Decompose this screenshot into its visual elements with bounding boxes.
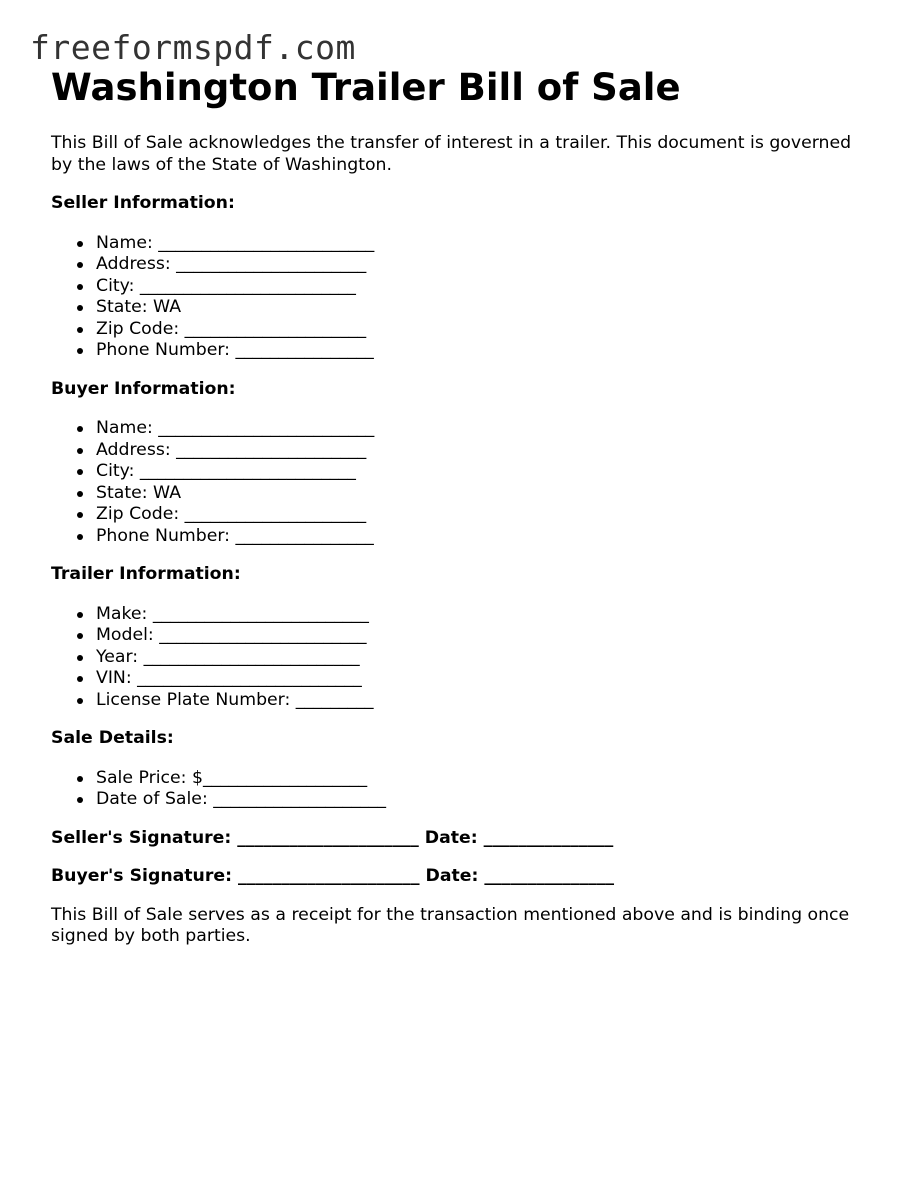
sale-date-field[interactable]: Date of Sale: ____________________ (96, 789, 871, 811)
seller-section-heading: Seller Information: (51, 193, 235, 213)
seller-state-field: State: WA (96, 297, 871, 319)
seller-signature-line[interactable]: Seller's Signature: _____________________ Date: _______________ (51, 827, 614, 848)
seller-address-field[interactable]: Address: ______________________ (96, 254, 871, 276)
buyer-state-field: State: WA (96, 483, 871, 505)
sale-price-field[interactable]: Sale Price: $___________________ (96, 768, 871, 790)
trailer-section-heading: Trailer Information: (51, 564, 241, 584)
seller-name-field[interactable]: Name: _________________________ (96, 233, 871, 255)
buyer-fields-list (51, 418, 871, 547)
trailer-make-field[interactable]: Make: _________________________ (96, 604, 871, 626)
trailer-fields-list (51, 604, 871, 712)
watermark-logo: freeformspdf.com (30, 28, 356, 67)
buyer-phone-field[interactable]: Phone Number: ________________ (96, 526, 871, 548)
seller-city-field[interactable]: City: _________________________ (96, 276, 871, 298)
sale-fields-list (51, 768, 871, 811)
seller-zip-field[interactable]: Zip Code: _____________________ (96, 319, 871, 341)
buyer-name-field[interactable]: Name: _________________________ (96, 418, 871, 440)
trailer-year-field[interactable]: Year: _________________________ (96, 647, 871, 669)
trailer-vin-field[interactable]: VIN: __________________________ (96, 668, 871, 690)
document-title: Washington Trailer Bill of Sale (51, 66, 681, 109)
closing-paragraph: This Bill of Sale serves as a receipt for the transaction mentioned above and is binding once signed by both parties. (51, 904, 850, 946)
seller-phone-field[interactable]: Phone Number: ________________ (96, 340, 871, 362)
buyer-signature-line[interactable]: Buyer's Signature: _____________________ Date: _______________ (51, 866, 615, 886)
trailer-license-plate-field[interactable]: License Plate Number: _________ (96, 690, 871, 712)
seller-fields-list (51, 233, 871, 362)
intro-paragraph: This Bill of Sale acknowledges the transfer of interest in a trailer. This document is governed by the laws of the State of Washington. (51, 133, 852, 175)
buyer-address-field[interactable]: Address: ______________________ (96, 440, 871, 462)
sale-section-heading: Sale Details: (51, 728, 174, 748)
buyer-city-field[interactable]: City: _________________________ (96, 461, 871, 483)
document-body (51, 64, 871, 948)
buyer-section-heading: Buyer Information: (51, 378, 236, 399)
trailer-model-field[interactable]: Model: ________________________ (96, 625, 871, 647)
buyer-zip-field[interactable]: Zip Code: _____________________ (96, 504, 871, 526)
